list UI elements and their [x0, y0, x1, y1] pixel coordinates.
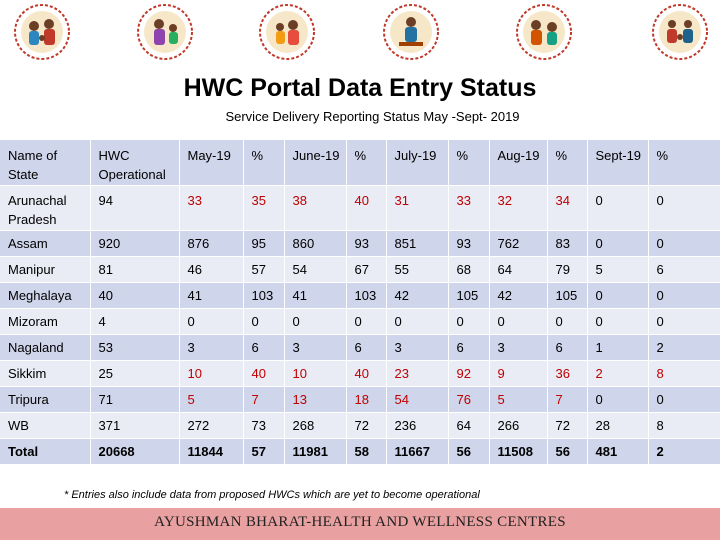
state-name-cell: Tripura: [0, 387, 90, 413]
table-cell: 3: [284, 335, 346, 361]
table-cell: 68: [448, 257, 489, 283]
table-cell: 9: [489, 361, 547, 387]
header-cell: %: [243, 140, 284, 186]
table-cell: 7: [243, 387, 284, 413]
table-cell: 72: [346, 413, 386, 439]
table-row: [0, 387, 720, 413]
table-cell: 920: [90, 231, 179, 257]
header-cell: Sept-19: [587, 140, 648, 186]
table-cell: 94: [90, 186, 179, 231]
table-cell: 103: [243, 283, 284, 309]
table-row: [0, 413, 720, 439]
table-cell: 6: [448, 335, 489, 361]
table-body: [0, 186, 720, 465]
table-cell: 64: [489, 257, 547, 283]
table-cell: 0: [284, 309, 346, 335]
table-cell: 8: [648, 413, 720, 439]
table-cell: 0: [587, 231, 648, 257]
header-cell: %: [448, 140, 489, 186]
table-cell: 6: [243, 335, 284, 361]
table-cell: 5: [179, 387, 243, 413]
family-logo-icon: [514, 2, 574, 62]
table-cell: 40: [346, 186, 386, 231]
table-cell: 41: [179, 283, 243, 309]
table-cell: 0: [547, 309, 587, 335]
table-cell: 851: [386, 231, 448, 257]
table-row: [0, 309, 720, 335]
table-cell: 762: [489, 231, 547, 257]
table-cell: 95: [243, 231, 284, 257]
status-table: [0, 140, 720, 465]
header-cell: %: [346, 140, 386, 186]
table-cell: 20668: [90, 439, 179, 465]
table-cell: 1: [587, 335, 648, 361]
table-cell: 54: [284, 257, 346, 283]
table-row: [0, 361, 720, 387]
table-cell: 81: [90, 257, 179, 283]
table-cell: 860: [284, 231, 346, 257]
table-cell: 40: [243, 361, 284, 387]
table-cell: 11667: [386, 439, 448, 465]
table-row: [0, 439, 720, 465]
table-cell: 36: [547, 361, 587, 387]
table-cell: 54: [386, 387, 448, 413]
table-cell: 33: [448, 186, 489, 231]
table-cell: 0: [587, 309, 648, 335]
table-cell: 28: [587, 413, 648, 439]
footer-banner-text: AYUSHMAN BHARAT-HEALTH AND WELLNESS CENTRES: [154, 514, 566, 530]
table-cell: 40: [346, 361, 386, 387]
table-cell: 79: [547, 257, 587, 283]
table-cell: 236: [386, 413, 448, 439]
page-subtitle: Service Delivery Reporting Status May -Sept- 2019: [225, 109, 520, 124]
table-cell: 32: [489, 186, 547, 231]
family-logo-icon: [12, 2, 72, 62]
table-cell: 103: [346, 283, 386, 309]
table-cell: 105: [448, 283, 489, 309]
table-cell: 7: [547, 387, 587, 413]
table-cell: 31: [386, 186, 448, 231]
table-cell: 46: [179, 257, 243, 283]
table-cell: 3: [386, 335, 448, 361]
table-cell: 93: [346, 231, 386, 257]
header-cell: July-19: [386, 140, 448, 186]
table-cell: 2: [648, 335, 720, 361]
table-cell: 25: [90, 361, 179, 387]
table-cell: 11844: [179, 439, 243, 465]
table-cell: 10: [179, 361, 243, 387]
table-cell: 6: [346, 335, 386, 361]
table-cell: 64: [448, 413, 489, 439]
table-cell: 0: [346, 309, 386, 335]
table-cell: 0: [587, 387, 648, 413]
table-row: [0, 257, 720, 283]
table-cell: 105: [547, 283, 587, 309]
header-cell: %: [547, 140, 587, 186]
table-cell: 371: [90, 413, 179, 439]
state-name-cell: Meghalaya: [0, 283, 90, 309]
table-cell: 40: [90, 283, 179, 309]
table-cell: 41: [284, 283, 346, 309]
table-cell: 56: [448, 439, 489, 465]
table-cell: 3: [489, 335, 547, 361]
table-cell: 0: [489, 309, 547, 335]
table-cell: 0: [648, 283, 720, 309]
table-cell: 35: [243, 186, 284, 231]
state-name-cell: Nagaland: [0, 335, 90, 361]
logo-row: [0, 0, 720, 72]
state-name-cell: Mizoram: [0, 309, 90, 335]
table-cell: 55: [386, 257, 448, 283]
table-cell: 53: [90, 335, 179, 361]
table-cell: 42: [386, 283, 448, 309]
table-cell: 272: [179, 413, 243, 439]
table-cell: 10: [284, 361, 346, 387]
table-cell: 5: [587, 257, 648, 283]
table-cell: 0: [648, 231, 720, 257]
table-cell: 76: [448, 387, 489, 413]
table-cell: 0: [648, 186, 720, 231]
table-row: [0, 283, 720, 309]
table-cell: 18: [346, 387, 386, 413]
header-cell: HWC Operational: [90, 140, 179, 186]
table-cell: 13: [284, 387, 346, 413]
table-cell: 3: [179, 335, 243, 361]
footnote: * Entries also include data from proposed HWCs which are yet to become operational: [64, 489, 480, 501]
table-row: [0, 186, 720, 231]
state-name-cell: Sikkim: [0, 361, 90, 387]
header-cell: May-19: [179, 140, 243, 186]
table-cell: 67: [346, 257, 386, 283]
family-logo-icon: [381, 2, 441, 62]
table-cell: 11981: [284, 439, 346, 465]
table-cell: 0: [587, 283, 648, 309]
table-cell: 876: [179, 231, 243, 257]
table-cell: 5: [489, 387, 547, 413]
table-cell: 33: [179, 186, 243, 231]
table-cell: 92: [448, 361, 489, 387]
table-cell: 0: [448, 309, 489, 335]
table-cell: 57: [243, 257, 284, 283]
table-cell: 0: [243, 309, 284, 335]
table-cell: 0: [587, 186, 648, 231]
table-cell: 266: [489, 413, 547, 439]
state-name-cell: Arunachal Pradesh: [0, 186, 90, 231]
table-cell: 34: [547, 186, 587, 231]
table-cell: 2: [587, 361, 648, 387]
table-cell: 268: [284, 413, 346, 439]
table-cell: 71: [90, 387, 179, 413]
table-cell: 73: [243, 413, 284, 439]
table-cell: 6: [547, 335, 587, 361]
header-cell: Aug-19: [489, 140, 547, 186]
state-name-cell: Manipur: [0, 257, 90, 283]
header-cell: Name of State: [0, 140, 90, 186]
table-cell: 0: [179, 309, 243, 335]
table-cell: 8: [648, 361, 720, 387]
table-cell: 38: [284, 186, 346, 231]
family-logo-icon: [257, 2, 317, 62]
table-header-row: [0, 140, 720, 186]
table-cell: 72: [547, 413, 587, 439]
page-title: HWC Portal Data Entry Status: [183, 74, 537, 102]
table-row: [0, 231, 720, 257]
table-row: [0, 335, 720, 361]
table-cell: 0: [386, 309, 448, 335]
table-cell: 83: [547, 231, 587, 257]
state-name-cell: Total: [0, 439, 90, 465]
table-cell: 2: [648, 439, 720, 465]
table-cell: 23: [386, 361, 448, 387]
table-cell: 11508: [489, 439, 547, 465]
table-cell: 481: [587, 439, 648, 465]
family-logo-icon: [135, 2, 195, 62]
table-cell: 6: [648, 257, 720, 283]
state-name-cell: WB: [0, 413, 90, 439]
table-cell: 93: [448, 231, 489, 257]
table-cell: 42: [489, 283, 547, 309]
table-cell: 57: [243, 439, 284, 465]
footer-banner: [0, 508, 720, 540]
table-cell: 58: [346, 439, 386, 465]
header-cell: %: [648, 140, 720, 186]
table-cell: 4: [90, 309, 179, 335]
table-cell: 0: [648, 309, 720, 335]
table-cell: 0: [648, 387, 720, 413]
family-logo-icon: [650, 2, 710, 62]
header-cell: June-19: [284, 140, 346, 186]
table-cell: 56: [547, 439, 587, 465]
state-name-cell: Assam: [0, 231, 90, 257]
